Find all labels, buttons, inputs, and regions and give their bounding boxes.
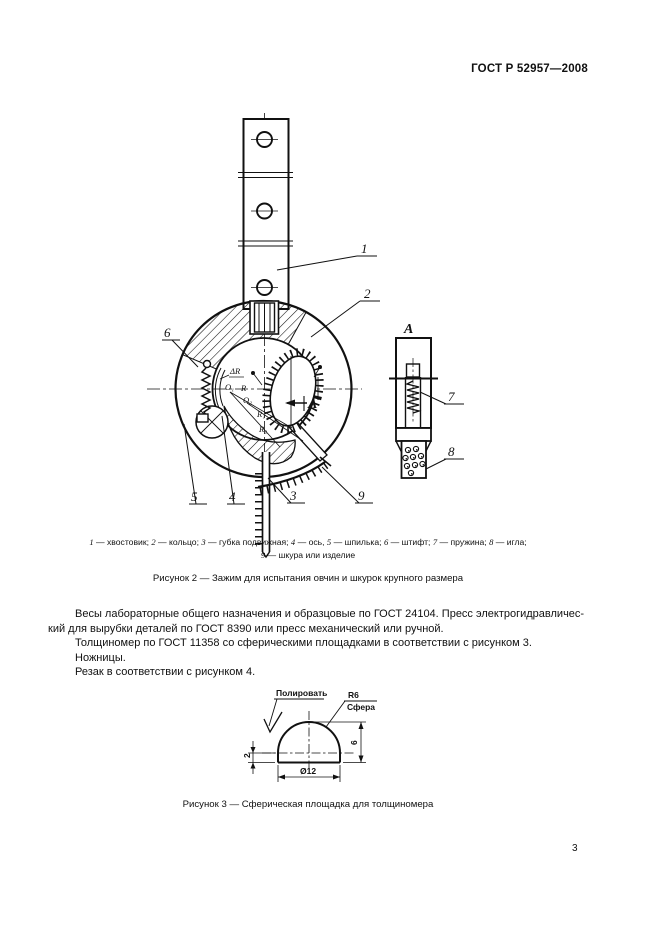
body-line: Резак в соответствии с рисунком 4. (75, 666, 256, 679)
height-label: 6 (349, 740, 359, 745)
mark-o2: О₂ (243, 395, 253, 405)
dim-base (242, 741, 275, 774)
callout-5: 5 (191, 489, 198, 504)
shank (238, 119, 293, 309)
callout-9: 9 (358, 488, 365, 503)
figure3-drawing (240, 678, 380, 790)
callout-1: 1 (361, 241, 368, 256)
figure2-caption: Рисунок 2 — Зажим для испытания овчин и шкурок крупного размера (152, 573, 464, 584)
diameter-label: Ø12 (300, 766, 317, 776)
base-label: 2 (242, 753, 252, 758)
radius-label: R6 (348, 690, 359, 700)
callout-4: 4 (229, 489, 236, 504)
mark-delta-r: ΔR (230, 366, 241, 376)
body-line: Толщиномер по ГОСТ 11358 со сферическими площадками в соответствии с рисунком 3. (75, 637, 532, 650)
callout-7: 7 (448, 389, 455, 404)
callout-6: 6 (164, 325, 171, 340)
body-line: кий для вырубки деталей по ГОСТ 8390 или пресс механический или ручной. (48, 622, 444, 635)
toothed-cam (259, 347, 327, 435)
view-a-label: А (404, 322, 414, 337)
mark-r: R (241, 383, 247, 393)
figure2-legend (48, 536, 568, 562)
callout-2: 2 (364, 286, 371, 301)
dim-diameter (278, 765, 340, 782)
mark-o1: О₁ (225, 382, 235, 392)
body-line: Весы лабораторные общего назначения и образцовые по ГОСТ 24104. Пресс электрогидравличес- (75, 608, 585, 620)
sphere-note (326, 690, 377, 727)
body-text (48, 607, 623, 680)
figure3-caption: Рисунок 3 — Сферическая площадка для толщиномера (182, 799, 434, 810)
figure2-drawing (130, 105, 475, 565)
figure2-legend-line2: 9 — шкура или изделие (260, 550, 356, 560)
body-line: Ножницы. (75, 651, 126, 664)
standard-number: ГОСТ Р 52957—2008 (471, 63, 588, 75)
mark-r2: R₂ (259, 424, 268, 434)
polish-label: Полировать (276, 688, 328, 698)
page-number: 3 (572, 843, 578, 854)
view-a-arrow-label: А (308, 397, 318, 412)
sphere-label: Сфера (347, 702, 375, 712)
mark-r1: R₁ (257, 409, 266, 419)
callout-8: 8 (448, 444, 455, 459)
figure2-legend-line1: 1 — хвостовик; 2 — кольцо; 3 — губка подвижная; 4 — ось, 5 — шпилька; 6 — штифт; 7 — пружина; 8 — игла; (89, 537, 527, 547)
callout-3: 3 (290, 488, 297, 503)
section-view-a (389, 322, 464, 478)
surface-finish-icon (264, 712, 282, 732)
